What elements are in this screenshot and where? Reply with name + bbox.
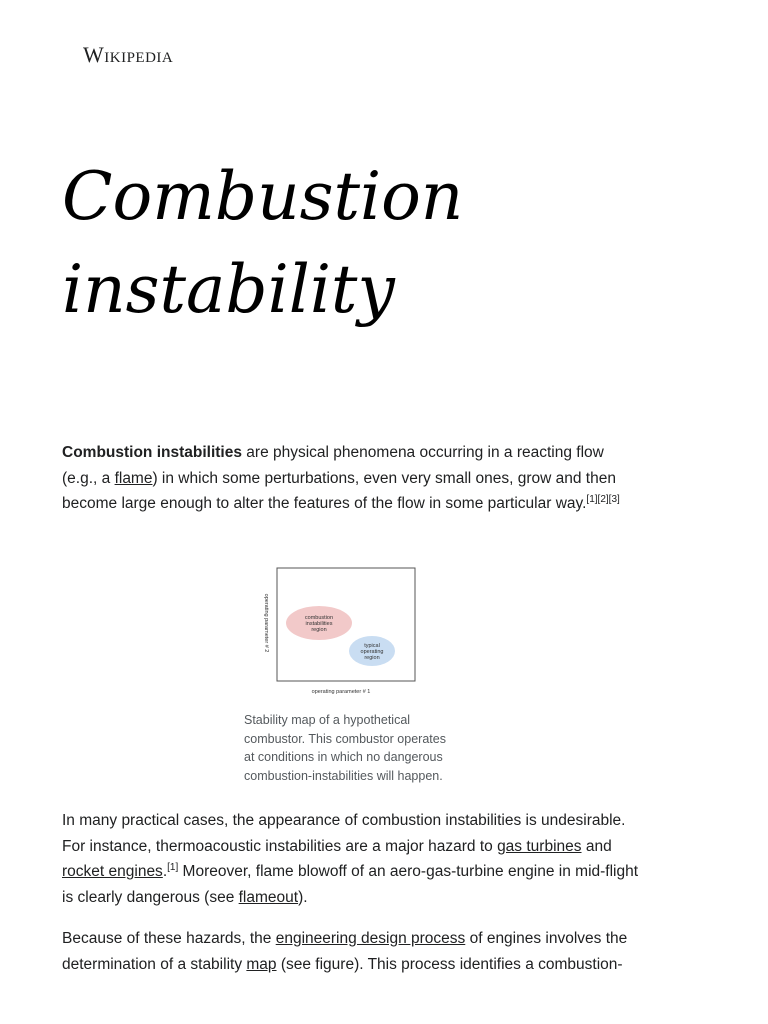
ref-3[interactable]: [3] [608, 493, 620, 505]
ref-1[interactable]: [1] [586, 493, 598, 505]
link-map[interactable]: map [246, 955, 277, 973]
region2-label-2: operating [360, 649, 384, 655]
link-gas-turbines[interactable]: gas turbines [497, 837, 582, 855]
y-axis-label: operating parameter # 2 [263, 593, 269, 653]
p3-text-1: Because of these hazards, the [62, 930, 276, 947]
link-flame[interactable]: flame [114, 469, 153, 487]
ref-1-b[interactable]: [1] [167, 861, 179, 873]
wikipedia-logo[interactable]: Wikipedia [83, 42, 174, 67]
intro-bold-term: Combustion instabilities [62, 444, 242, 461]
paragraph-2 [62, 808, 642, 910]
figure-caption: Stability map of a hypothetical combustor. This combustor operates at conditions in which no dangerous combustion-instabilities will happen. [244, 713, 446, 783]
p2-text-4: Moreover, flame blowoff of an aero-gas-turbine engine in mid-flight is clearly dangerous (see [62, 863, 639, 906]
p2-text-3: . [162, 863, 168, 880]
region1-label-3: region [311, 627, 327, 633]
p2-text-1: In many practical cases, the appearance of combustion instabilities is undesirable. For instance, thermoacoustic instabilities are a major hazard to [62, 812, 626, 855]
p2-text-2: and [581, 837, 612, 855]
paragraph-3 [62, 926, 642, 977]
intro-text-2: ) in which some perturbations, even very small ones, grow and then become large enough to alter the features of the flow in some particular way. [62, 469, 616, 512]
page-title [62, 150, 682, 336]
link-rocket-engines[interactable]: rocket engines [62, 863, 163, 880]
link-engineering-design-process[interactable]: engineering design process [275, 930, 466, 947]
intro-text-1: are physical phenomena occurring in a reacting flow (e.g., a [62, 444, 604, 487]
region2-label-1: typical [364, 643, 380, 649]
ref-2[interactable]: [2] [597, 493, 609, 505]
stability-map-image[interactable] [244, 545, 454, 700]
title-line-1: Combustion [62, 158, 464, 235]
p3-text-3: (see figure). This process identifies a combustion- [276, 955, 623, 973]
intro-paragraph [62, 440, 642, 517]
p2-text-5: ). [298, 888, 308, 906]
region2-label-3: region [364, 655, 380, 661]
x-axis-label: operating parameter # 1 [311, 689, 371, 695]
p3-text-2: of engines involves the determination of a stability [62, 930, 628, 973]
region1-label-1: combustion [304, 615, 334, 621]
title-line-2: instability [62, 251, 395, 328]
region1-label-2: instabilities [305, 621, 333, 627]
stability-map-figure[interactable] [244, 545, 454, 700]
link-flameout[interactable]: flameout [238, 888, 299, 906]
